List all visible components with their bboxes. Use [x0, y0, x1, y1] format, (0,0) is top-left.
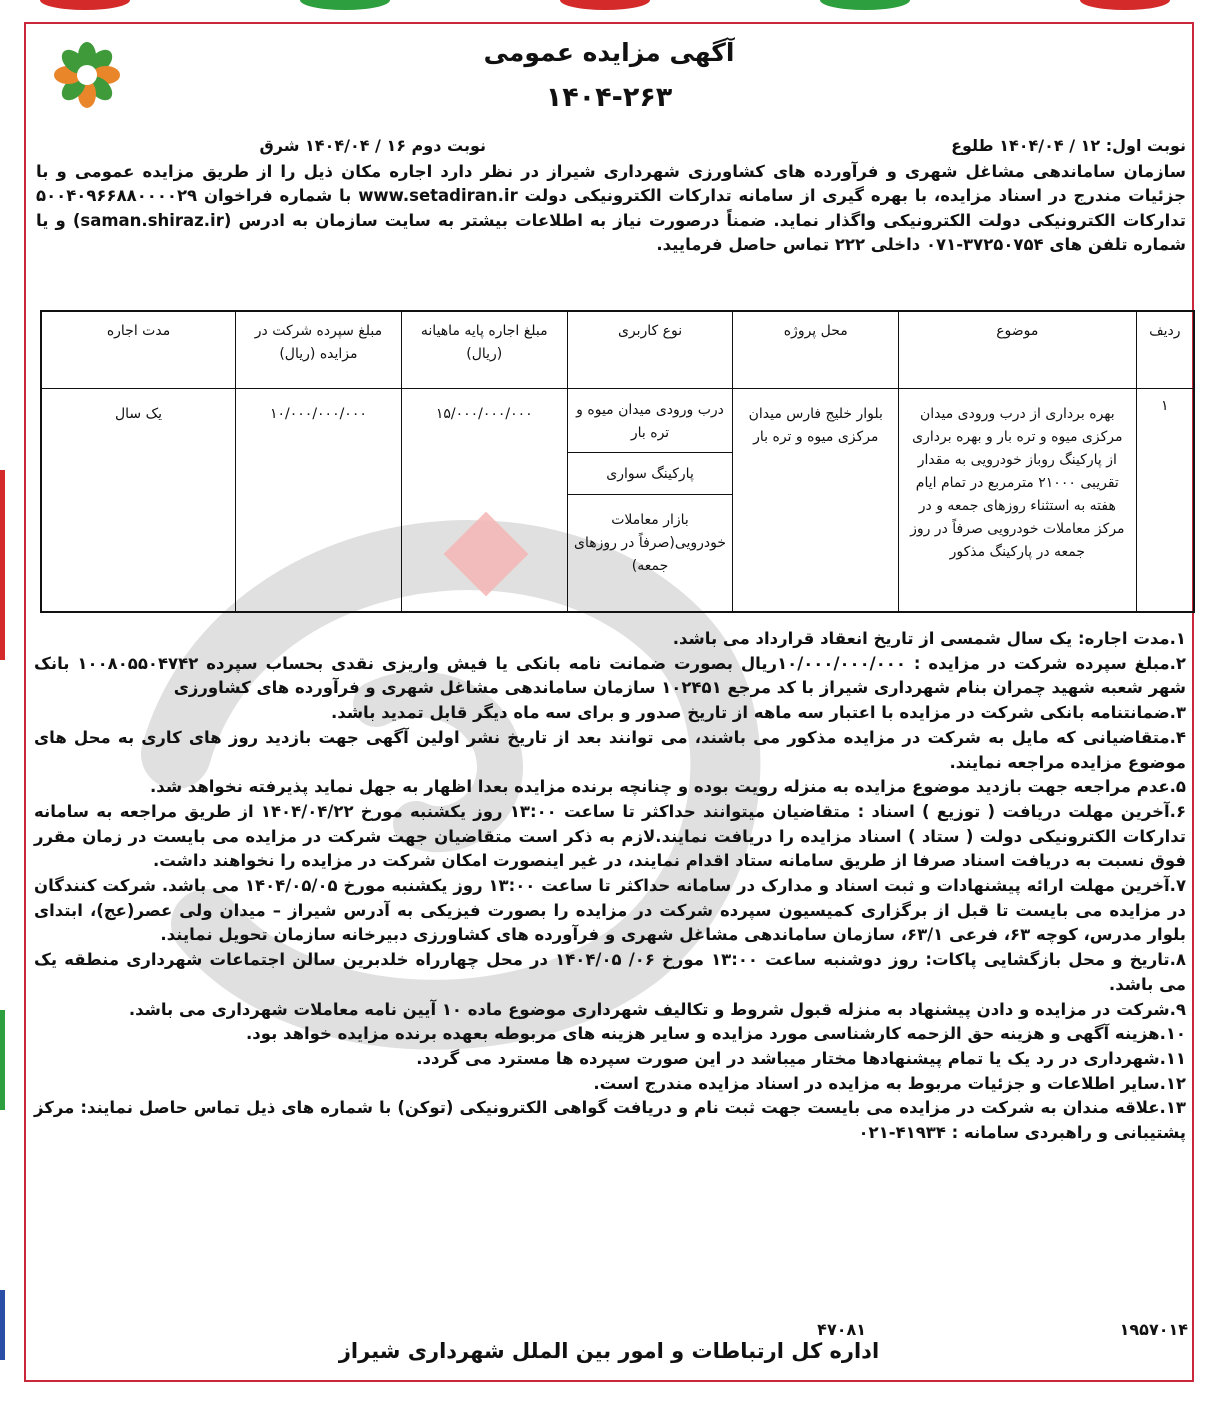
terms-list	[34, 627, 1186, 1146]
decor-red-dot	[1080, 0, 1170, 10]
decor-red-dot	[560, 0, 650, 10]
term-item: ۱۳.علاقه مندان به شرکت در مزایده می بایست جهت ثبت نام و دریافت گواهی الکترونیکی (توکن) با شماره های ذیل تماس حاصل نمایند: مرکز پشتیبانی و راهبردی سامانه : ۴۱۹۳۴-۰۲۱	[34, 1098, 1186, 1143]
decor-red-dot	[40, 0, 130, 10]
cell-karbari	[567, 389, 733, 613]
term-item: ۷.آخرین مهلت ارائه پیشنهادات و ثبت اسناد و مدارک در سامانه حداکثر تا ساعت ۱۳:۰۰ روز یکشنبه مورخ ۱۴۰۴/۰۵/۰۵ می باشد. شرکت کنندگان در مزایده می بایست تا قبل از برگزاری کمیسیون سپرده شرکت در مزایده را بصورت فیزیکی به آدرس شیراز – میدان ولی عصر(عج)، ابتدای بلوار مدرس، کوچه ۶۳، فرعی ۶۳/۱، سازمان ساماندهی مشاغل شهری و فرآورده های کشاورزی دبیرخانه سازمان تحویل نمایند.	[34, 876, 1187, 945]
term-item: ۶.آخرین مهلت دریافت ( توزیع ) اسناد : متقاضیان میتوانند حداکثر تا ساعت ۱۳:۰۰ روز یکشنبه مورخ ۱۴۰۴/۰۴/۲۲ از طریق مراجعه به سامانه تدارکات الکترونیکی دولت ( ستاد ) اسناد مزایده را دریافت نمایند.لازم به ذکر است متقاضیان جهت شرکت در مزایده می بایست در زمان مقرر فوق نسبت به دریافت اسناد صرفا از طریق سامانه ستاد اقدام نمایند، در غیر اینصورت امکان شرکت در مزایده را نخواهند داشت.	[34, 801, 1187, 871]
usage-parking: پارکینگ سواری	[568, 453, 733, 495]
term-item: ۱۱.شهرداری در رد یک یا تمام پیشنهادها مختار میباشد در این صورت سپرده ها مسترد می گردد.	[416, 1048, 1186, 1068]
table-header-row	[41, 311, 1194, 389]
decor-green-dot	[300, 0, 390, 10]
notice-frame	[24, 22, 1194, 1382]
term-item: ۴.متقاضیانی که مایل به شرکت در مزایده مذکور می باشند، می توانند بعد از تاریخ نشر اولین آگهی جهت بازدید روز های کاری به محل های موضوع مزایده مراجعه نمایند.	[34, 727, 1186, 772]
decor-green-dot	[820, 0, 910, 10]
term-item: ۱۲.سایر اطلاعات و جزئیات مربوط به مزایده در اسناد مزایده مندرج است.	[593, 1073, 1186, 1093]
auction-table	[40, 310, 1195, 613]
col-modat: مدت اجاره	[41, 311, 236, 389]
term-item: ۱.مدت اجاره: یک سال شمسی از تاریخ انعقاد قرارداد می باشد.	[672, 629, 1186, 648]
col-mablagh-ejare: مبلغ اجاره پایه ماهیانه (ریال)	[401, 311, 567, 389]
term-item: ۹.شرکت در مزایده و دادن پیشنهاد به منزله قبول شروط و تکالیف شهرداری موضوع ماده ۱۰ آیین نامه معاملات شهرداری می باشد.	[128, 999, 1186, 1019]
col-mozoo: موضوع	[899, 311, 1136, 389]
top-decorative-strip	[0, 0, 1224, 14]
cell-modat: یک سال	[41, 389, 236, 613]
left-edge-bar-green	[0, 1010, 5, 1110]
notice-title: آگهی مزایده عمومی	[483, 38, 735, 67]
notice-number: ۱۴۰۴-۲۶۳	[545, 82, 673, 113]
term-item: ۵.عدم مراجعه جهت بازدید موضوع مزایده به منزله رویت بوده و چنانچه برنده مزایده بعدا اظهار به جهل نماید پذیرفته نخواهد شد.	[150, 777, 1186, 797]
usage-car-market: بازار معاملات خودرویی(صرفاً در روزهای جمعه)	[574, 512, 727, 574]
first-publication: نوبت اول: ۱۲ / ۱۴۰۴/۰۴ طلوع	[951, 136, 1186, 155]
col-radif: ردیف	[1136, 311, 1194, 389]
col-karbari: نوع کاربری	[567, 311, 733, 389]
cell-mablagh-seporde: ۱۰/۰۰۰/۰۰۰/۰۰۰	[236, 389, 402, 613]
reference-code-right: ۱۹۵۷۰۱۴	[1119, 1320, 1188, 1339]
cell-mozoo: بهره برداری از درب ورودی میدان مرکزی میوه و تره بار و بهره برداری از پارکینگ روباز خودرویی به مقدار تقریبی ۲۱۰۰۰ مترمربع در تمام ایام هفته به استثناء روزهای جمعه و در مرکز معاملات خودرویی صرفاً در روز جمعه در پارکینگ مذکور	[899, 389, 1136, 613]
left-edge-bar-red	[0, 470, 5, 660]
usage-entrance: درب ورودی میدان میوه و تره بار	[568, 389, 733, 453]
col-mablagh-seporde: مبلغ سپرده شرکت در مزایده (ریال)	[236, 311, 402, 389]
term-item: ۱۰.هزینه آگهی و هزینه حق الزحمه کارشناسی مورد مزایده و سایر هزینه های مربوطه بعهده برنده مزایده خواهد بود.	[246, 1024, 1186, 1044]
table-row	[41, 389, 1194, 613]
term-item: ۳.ضمانتنامه بانکی شرکت در مزایده با اعتبار سه ماهه از تاریخ صدور و برای سه ماه دیگر قابل تمدید باشد.	[331, 703, 1186, 723]
cell-mablagh-ejare: ۱۵/۰۰۰/۰۰۰/۰۰۰	[401, 389, 567, 613]
intro-paragraph: سازمان ساماندهی مشاغل شهری و فرآورده های کشاورزی شهرداری شیراز در نظر دارد اجاره مکان ذیل را از طریق مزایده عمومی و با جزئیات مندرج در اسناد مزایده، با بهره گیری از سامانه تدارکات الکترونیکی دولت www.setadiran.ir با شماره فراخوان ۵۰۰۴۰۹۶۶۸۸۰۰۰۰۲۹ تدارکات الکترونیکی دولت الکترونیکی واگذار نماید. ضمناً درصورت نیاز به اطلاعات بیشتر به سایت سازمان به ادرس (saman.shiraz.ir) و یا شماره تلفن های ۳۷۲۵۰۷۵۴-۰۷۱ داخلی ۲۲۲ تماس حاصل فرمایید.	[36, 162, 1187, 255]
term-item: ۸.تاریخ و محل بازگشایی پاکات: روز دوشنبه ساعت ۱۳:۰۰ مورخ ۰۶/ ۱۴۰۴/۰۵ در محل چهارراه خلدبرین سالن اجتماعات شهرداری منطقه یک می باشد.	[34, 950, 1186, 994]
reference-code-left: ۴۷۰۸۱	[817, 1320, 866, 1339]
second-publication: نوبت دوم ۱۶ / ۱۴۰۴/۰۴ شرق	[259, 136, 486, 155]
col-mahal: محل پروژه	[733, 311, 899, 389]
term-item: ۲.مبلغ سپرده شرکت در مزایده : ۱۰/۰۰۰/۰۰۰/۰۰۰ریال بصورت ضمانت نامه بانکی یا فیش واریزی نقدی بحساب سپرده ۱۰۰۸۰۵۵۰۴۷۴۲ بانک شهر شعبه شهید چمران بنام شهرداری شیراز با کد مرجع ۱۰۲۴۵۱ سازمان ساماندهی مشاغل شهری و فرآورده های کشاورزی	[34, 653, 1186, 698]
cell-radif: ۱	[1136, 389, 1194, 613]
issuer-footer: اداره کل ارتباطات و امور بین الملل شهرداری شیراز	[338, 1339, 880, 1363]
cell-mahal: بلوار خلیج فارس میدان مرکزی میوه و تره بار	[733, 389, 899, 613]
left-edge-bar-blue	[0, 1290, 5, 1360]
